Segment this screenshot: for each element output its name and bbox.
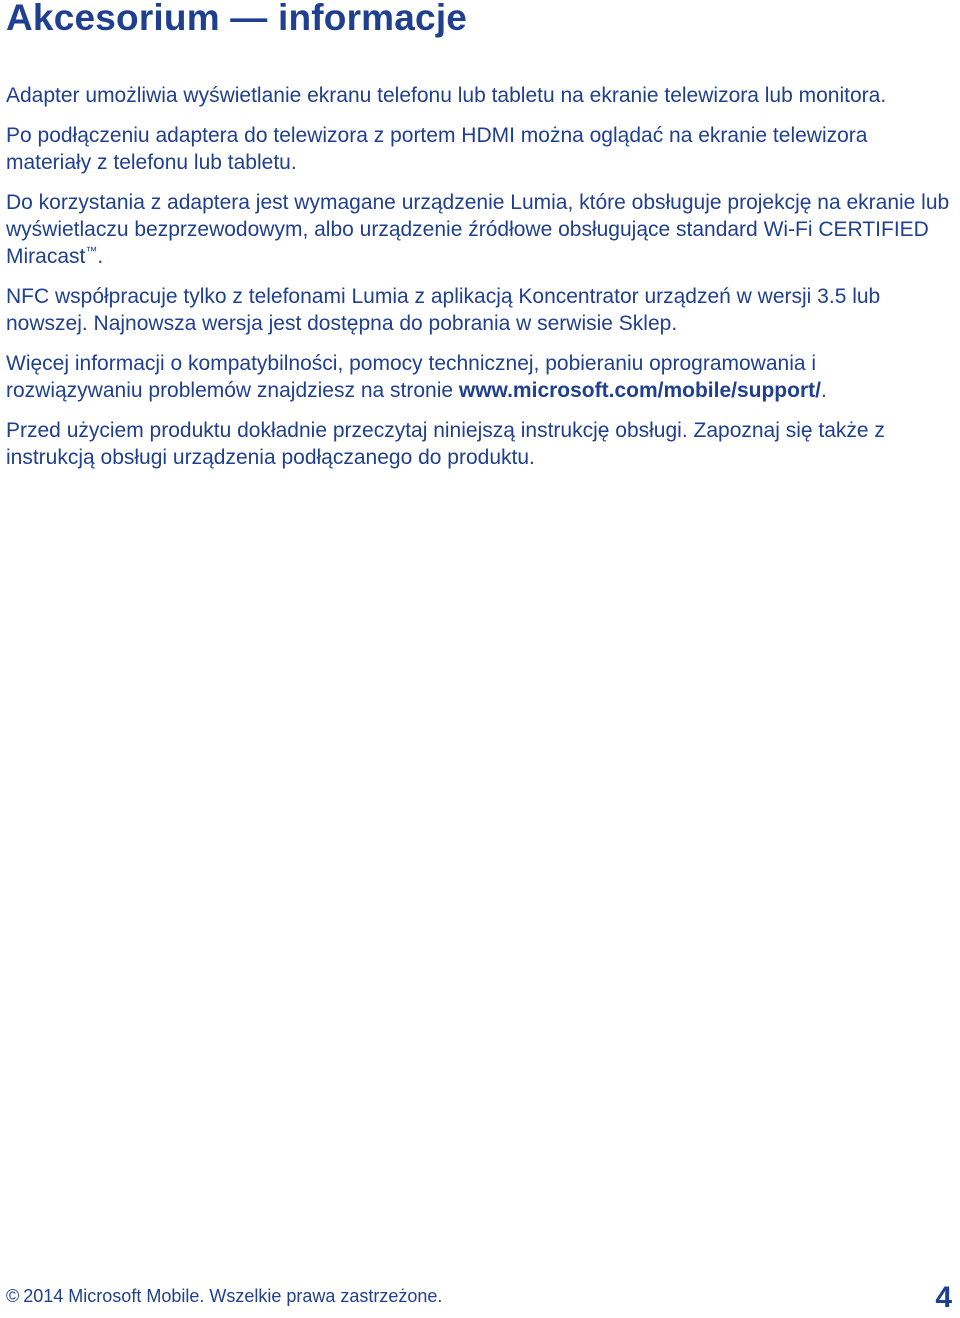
page-footer <box>6 1281 952 1314</box>
support-link[interactable]: www.microsoft.com/mobile/support/ <box>458 379 821 402</box>
paragraph-requirements <box>6 189 954 270</box>
page-title: Akcesorium — informacje <box>6 0 468 38</box>
copyright-text: 2014 Microsoft Mobile. Wszelkie prawa zastrzeżone. <box>23 1286 443 1306</box>
copyright-notice <box>6 1284 442 1308</box>
trademark-symbol: ™ <box>85 244 98 258</box>
requirements-text: Do korzystania z adaptera jest wymagane urządzenie Lumia, które obsługuje projekcję na ekranie lub wyświetlaczu bezprzewodowym, albo urządzenie źródłowe obsługujące standard Wi-Fi CERTIFIED Miracast <box>6 191 950 268</box>
copyright-icon: © <box>6 1286 20 1306</box>
page-number: 4 <box>935 1281 952 1314</box>
paragraph-support-info <box>6 350 954 404</box>
paragraph-hdmi-connection: Po podłączeniu adaptera do telewizora z portem HDMI można oglądać na ekranie telewizora materiały z telefonu lub tabletu. <box>6 124 868 174</box>
paragraph-adapter-description: Adapter umożliwia wyświetlanie ekranu telefonu lub tabletu na ekranie telewizora lub monitora. <box>6 84 887 107</box>
support-end: . <box>820 379 827 402</box>
support-text: Więcej informacji o kompatybilności, pomocy technicznej, pobieraniu oprogramowania i rozwiązywaniu problemów znajdziesz na stronie <box>6 352 817 402</box>
paragraph-read-instructions: Przed użyciem produktu dokładnie przeczytaj niniejszą instrukcję obsługi. Zapoznaj się także z instrukcją obsługi urządzenia podłączanego do produktu. <box>6 419 885 469</box>
paragraph-nfc: NFC współpracuje tylko z telefonami Lumia z aplikacją Koncentrator urządzeń w wersji 3.5 lub nowszej. Najnowsza wersja jest dostępna do pobrania w serwisie Sklep. <box>6 285 881 335</box>
requirements-end: . <box>97 245 104 268</box>
document-body <box>6 82 954 484</box>
